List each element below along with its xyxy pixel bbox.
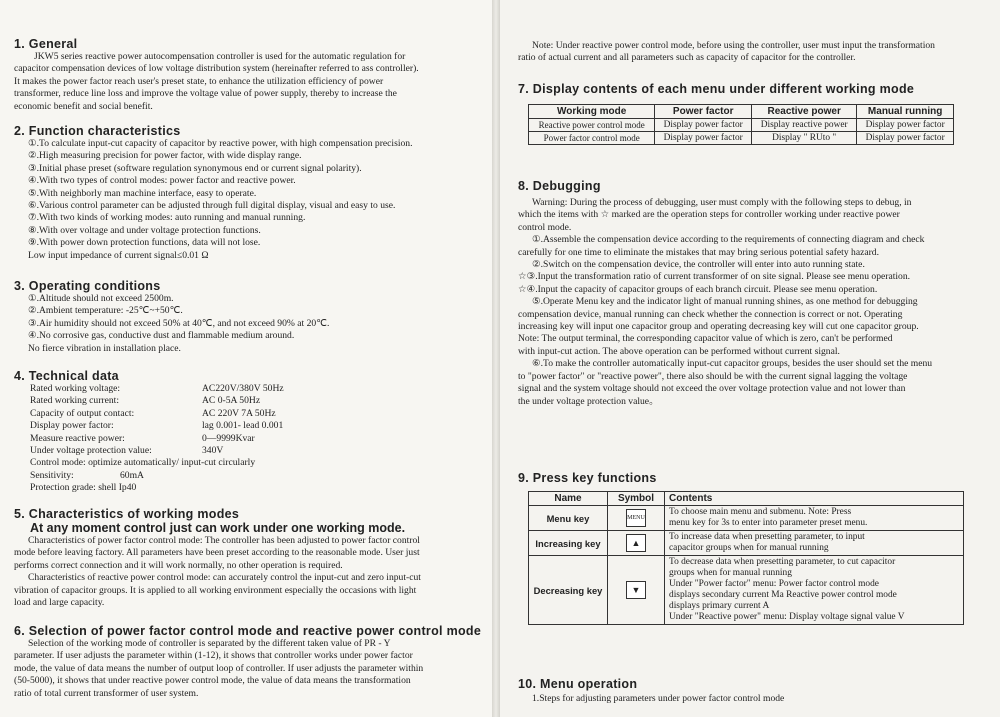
list-item: ⑥.Various control parameter can be adjusted through full digital display, visual and easy to use.: [28, 200, 396, 212]
column-header: Power factor: [655, 105, 752, 119]
column-header: Reactive power: [752, 105, 857, 119]
table-cell: Display " RUto ": [752, 132, 857, 145]
table-header-row: [529, 492, 964, 506]
spec-value: AC 220V 7A 50Hz: [202, 407, 276, 419]
table-cell: Power factor control mode: [529, 132, 655, 145]
paragraph-line: performs correct connection and it will work normally, no other operation is required.: [14, 559, 343, 571]
menu-key-icon: MENU: [626, 509, 646, 527]
table-row: [529, 556, 964, 625]
list-item: ②.High measuring precision for power factor, with wide display range.: [28, 150, 302, 162]
contents-line: groups when for manual running: [669, 568, 792, 578]
section-press-key-functions: [518, 471, 980, 625]
step-item: ⑥.To make the controller automatically input-cut capacitor groups, besides the user should set the menu: [532, 358, 933, 370]
paragraph-line: Note: The output terminal, the corresponding capacitor value of which is zero, can't be performed: [518, 333, 893, 345]
spec-value: 340V: [202, 445, 224, 457]
spec-row: [14, 445, 484, 457]
control-mode-line: Control mode: optimize automatically/ input-cut circularly: [30, 457, 256, 469]
list-item: ①.Altitude should not exceed 2500m.: [28, 293, 174, 304]
table-row: [529, 132, 954, 145]
list-item: ④.No corrosive gas, conductive dust and flammable medium around.: [28, 330, 295, 342]
paragraph-line: ratio of total current transformer of user system.: [14, 687, 199, 699]
list-item: ④.With two types of control modes: power factor and reactive power.: [28, 175, 296, 187]
paragraph-line: parameter. If user adjusts the parameter within (1-12), it shows that controller works under power factor: [14, 650, 413, 662]
table-cell: Display power factor: [655, 132, 752, 145]
step-item-starred: ☆③.Input the transformation ratio of current transformer of on site signal. Please see menu operation.: [518, 271, 911, 283]
paragraph-line: vibration of capacitor groups. It is applied to all working environment especially the occasions with light: [14, 584, 417, 596]
paragraph-line: Characteristics of power factor control mode: The controller has been adjusted to power factor control: [28, 535, 420, 546]
section-title: 10. Menu operation: [518, 677, 638, 691]
right-page: [500, 0, 1000, 717]
spec-row: [14, 395, 484, 407]
table-row: [529, 531, 964, 556]
spec-key: Display power factor:: [30, 420, 114, 432]
section-title: 7. Display contents of each menu under different working mode: [518, 82, 915, 96]
table-cell: Display power factor: [655, 119, 752, 132]
list-item: ①.To calculate input-cut capacity of capacitor by reactive power, with high compensation precision.: [28, 138, 413, 149]
section-title: 6. Selection of power factor control mode and reactive power control mode: [14, 624, 482, 638]
contents-line: displays primary current A: [669, 601, 770, 611]
spec-key: Under voltage protection value:: [30, 445, 152, 457]
paragraph-line: It makes the power factor reach user's preset state, to enhance the utilization efficiency of power: [14, 75, 384, 87]
list-item: No fierce vibration in installation place.: [28, 342, 181, 354]
contents-line: menu key for 3s to enter into parameter preset menu.: [669, 518, 868, 528]
table-cell: Display reactive power: [752, 119, 857, 132]
section-title: 3. Operating conditions: [14, 279, 161, 293]
section-display-contents: [518, 82, 980, 145]
paragraph-line: transformer, reduce line loss and improve the voltage value of power supply, thereby to increase the: [14, 88, 397, 100]
spec-value: 60mA: [120, 469, 144, 481]
table-header-row: [529, 105, 954, 119]
paragraph-line: control mode.: [518, 221, 572, 233]
section-title: 8. Debugging: [518, 179, 601, 193]
spec-value: lag 0.001- lead 0.001: [202, 420, 284, 432]
up-arrow-icon: ▲: [626, 534, 646, 552]
contents-line: Under "Power factor" menu: Power factor control mode: [669, 579, 879, 589]
step-item: ⑤.Operate Menu key and the indicator light of manual running shines, as one method for debugging: [532, 296, 918, 308]
note-block: [518, 40, 980, 65]
contents-line: displays secondary current Ma Reactive power control mode: [669, 590, 897, 600]
list-item: Low input impedance of current signal≤0.01 Ω: [28, 249, 209, 261]
paragraph-line: which the items with ☆ marked are the operation steps for controller working under reactive power: [518, 209, 900, 221]
display-contents-table: [528, 104, 954, 145]
spec-key: Sensitivity:: [30, 469, 74, 481]
column-header: Contents: [665, 492, 964, 506]
list-item: ②.Ambient temperature: -25℃~+50℃.: [28, 305, 183, 317]
section-general: [14, 37, 484, 113]
paragraph-line: compensation device, manual running can check whether the connection is correct or not. Operating: [518, 308, 903, 320]
key-functions-table: [528, 491, 964, 625]
column-header: Symbol: [608, 492, 665, 506]
contents-line: To decrease data when presetting parameter, to cut capacitor: [669, 557, 896, 567]
key-contents: [665, 506, 964, 531]
spec-row: [14, 383, 484, 395]
section-mode-selection: [14, 624, 484, 700]
key-symbol-cell: [608, 531, 665, 556]
spec-key: Rated working current:: [30, 395, 119, 407]
section-debugging: [518, 179, 980, 408]
paragraph-line: signal and the system voltage should not exceed the over voltage protection value and not lower than: [518, 383, 906, 395]
key-contents: [665, 556, 964, 625]
table-cell: Reactive power control mode: [529, 119, 655, 132]
step-item: ①.Assemble the compensation device according to the requirements of connecting diagram and check: [532, 234, 925, 246]
list-item: ③.Air humidity should not exceed 50% at 40℃, and not exceed 90% at 20℃.: [28, 317, 330, 329]
section-subtitle: At any moment control just can work under one working mode.: [30, 521, 406, 535]
paragraph-line: Characteristics of reactive power control mode: can accurately control the input-cut and zero input-cut: [28, 572, 421, 584]
key-name: Decreasing key: [529, 556, 608, 625]
section-title: 9. Press key functions: [518, 471, 657, 485]
paragraph-line: to "power factor" or "reactive power", there also should be with the current signal lagging the voltage: [518, 370, 908, 382]
spec-value: 0—9999Kvar: [202, 432, 255, 444]
step-item: ②.Switch on the compensation device, the controller will enter into auto running state.: [532, 259, 865, 271]
list-item: ⑨.With power down protection functions, data will not lose.: [28, 237, 261, 249]
protection-line: Protection grade: shell Ip40: [30, 482, 137, 494]
paragraph-line: the under voltage protection value。: [518, 395, 659, 407]
table-row: [529, 119, 954, 132]
paragraph-line: mode, the value of data means the number of output loop of controller. If user adjusts the parameter within: [14, 662, 424, 674]
column-header: Manual running: [857, 105, 954, 119]
section-title: 4. Technical data: [14, 369, 119, 383]
list-item: ⑦.With two kinds of working modes: auto running and manual running.: [28, 212, 306, 224]
section-title: 1. General: [14, 37, 78, 51]
section-function-characteristics: [14, 124, 484, 262]
step-item-starred: ☆④.Input the capacity of capacitor groups of each branch circuit. Please see menu operation.: [518, 283, 878, 295]
spec-row: [14, 433, 484, 445]
paragraph-line: economic benefit and social benefit.: [14, 100, 153, 112]
section-working-modes: [14, 507, 484, 609]
table-cell: Display power factor: [857, 132, 954, 145]
contents-line: To increase data when presetting parameter, to input: [669, 532, 865, 542]
section-title: 2. Function characteristics: [14, 124, 181, 138]
table-row: [529, 506, 964, 531]
spec-row: [14, 408, 484, 420]
table-cell: Display power factor: [857, 119, 954, 132]
list-item: ⑧.With over voltage and under voltage protection functions.: [28, 224, 261, 236]
column-header: Name: [529, 492, 608, 506]
paragraph-line: JKW5 series reactive power autocompensation controller is used for the automatic regulation for: [34, 51, 406, 62]
paragraph-line: load and large capacity.: [14, 597, 105, 609]
paragraph-line: (50-5000), it shows that under reactive power control mode, the value of data means the transformation: [14, 675, 411, 687]
paragraph-line: with input-cut action. The above operation can be performed without current signal.: [518, 345, 840, 357]
contents-line: To choose main menu and submenu. Note: Press: [669, 507, 852, 517]
list-item: ⑤.With neighborly man machine interface, easy to operate.: [28, 187, 257, 199]
paragraph-line: Note: Under reactive power control mode, before using the controller, user must input the transformation: [532, 40, 935, 51]
contents-line: capacitor groups when for manual running: [669, 543, 829, 553]
spec-key: Measure reactive power:: [30, 432, 125, 444]
section-title: 5. Characteristics of working modes: [14, 507, 240, 521]
paragraph-line: ratio of actual current and all parameters such as capacity of capacitor for the controller.: [518, 52, 856, 64]
paragraph-line: 1.Steps for adjusting parameters under power factor control mode: [532, 693, 785, 704]
down-arrow-icon: ▼: [626, 581, 646, 599]
key-symbol-cell: [608, 506, 665, 531]
paragraph-line: capacitor compensation devices of low voltage distribution system (hereinafter referred to ass controller).: [14, 63, 419, 75]
spec-row: [14, 470, 484, 482]
key-contents: [665, 531, 964, 556]
column-header: Working mode: [529, 105, 655, 119]
key-symbol-cell: [608, 556, 665, 625]
list-item: ③.Initial phase preset (software regulation synonymous end or current signal polarity).: [28, 162, 362, 174]
spec-row: [14, 420, 484, 432]
paragraph-line: carefully for one time to eliminate the mistakes that may bring serious potential safety hazard.: [518, 246, 879, 258]
spec-value: AC 0-5A 50Hz: [202, 395, 261, 407]
paragraph-line: mode before leaving factory. All parameters have been preset according to the reasonable mode. User just: [14, 547, 420, 559]
spec-value: AC220V/380V 50Hz: [202, 383, 284, 394]
contents-line: Under "Reactive power" menu: Display voltage signal value V: [669, 612, 905, 622]
left-page: [0, 0, 492, 717]
section-menu-operation: [518, 677, 980, 705]
spec-key: Capacity of output contact:: [30, 407, 135, 419]
spec-key: Rated working voltage:: [30, 383, 121, 394]
page-gutter: [492, 0, 500, 717]
section-technical-data: [14, 369, 484, 495]
warning-line: Warning: During the process of debugging, user must comply with the following steps to debug, in: [532, 197, 912, 208]
section-operating-conditions: [14, 279, 484, 355]
paragraph-line: increasing key will input one capacitor group and operating decreasing key will cut one capacitor group.: [518, 321, 919, 333]
key-name: Increasing key: [529, 531, 608, 556]
paragraph-line: Selection of the working mode of controller is separated by the different taken value of PR - Y: [28, 638, 391, 649]
key-name: Menu key: [529, 506, 608, 531]
